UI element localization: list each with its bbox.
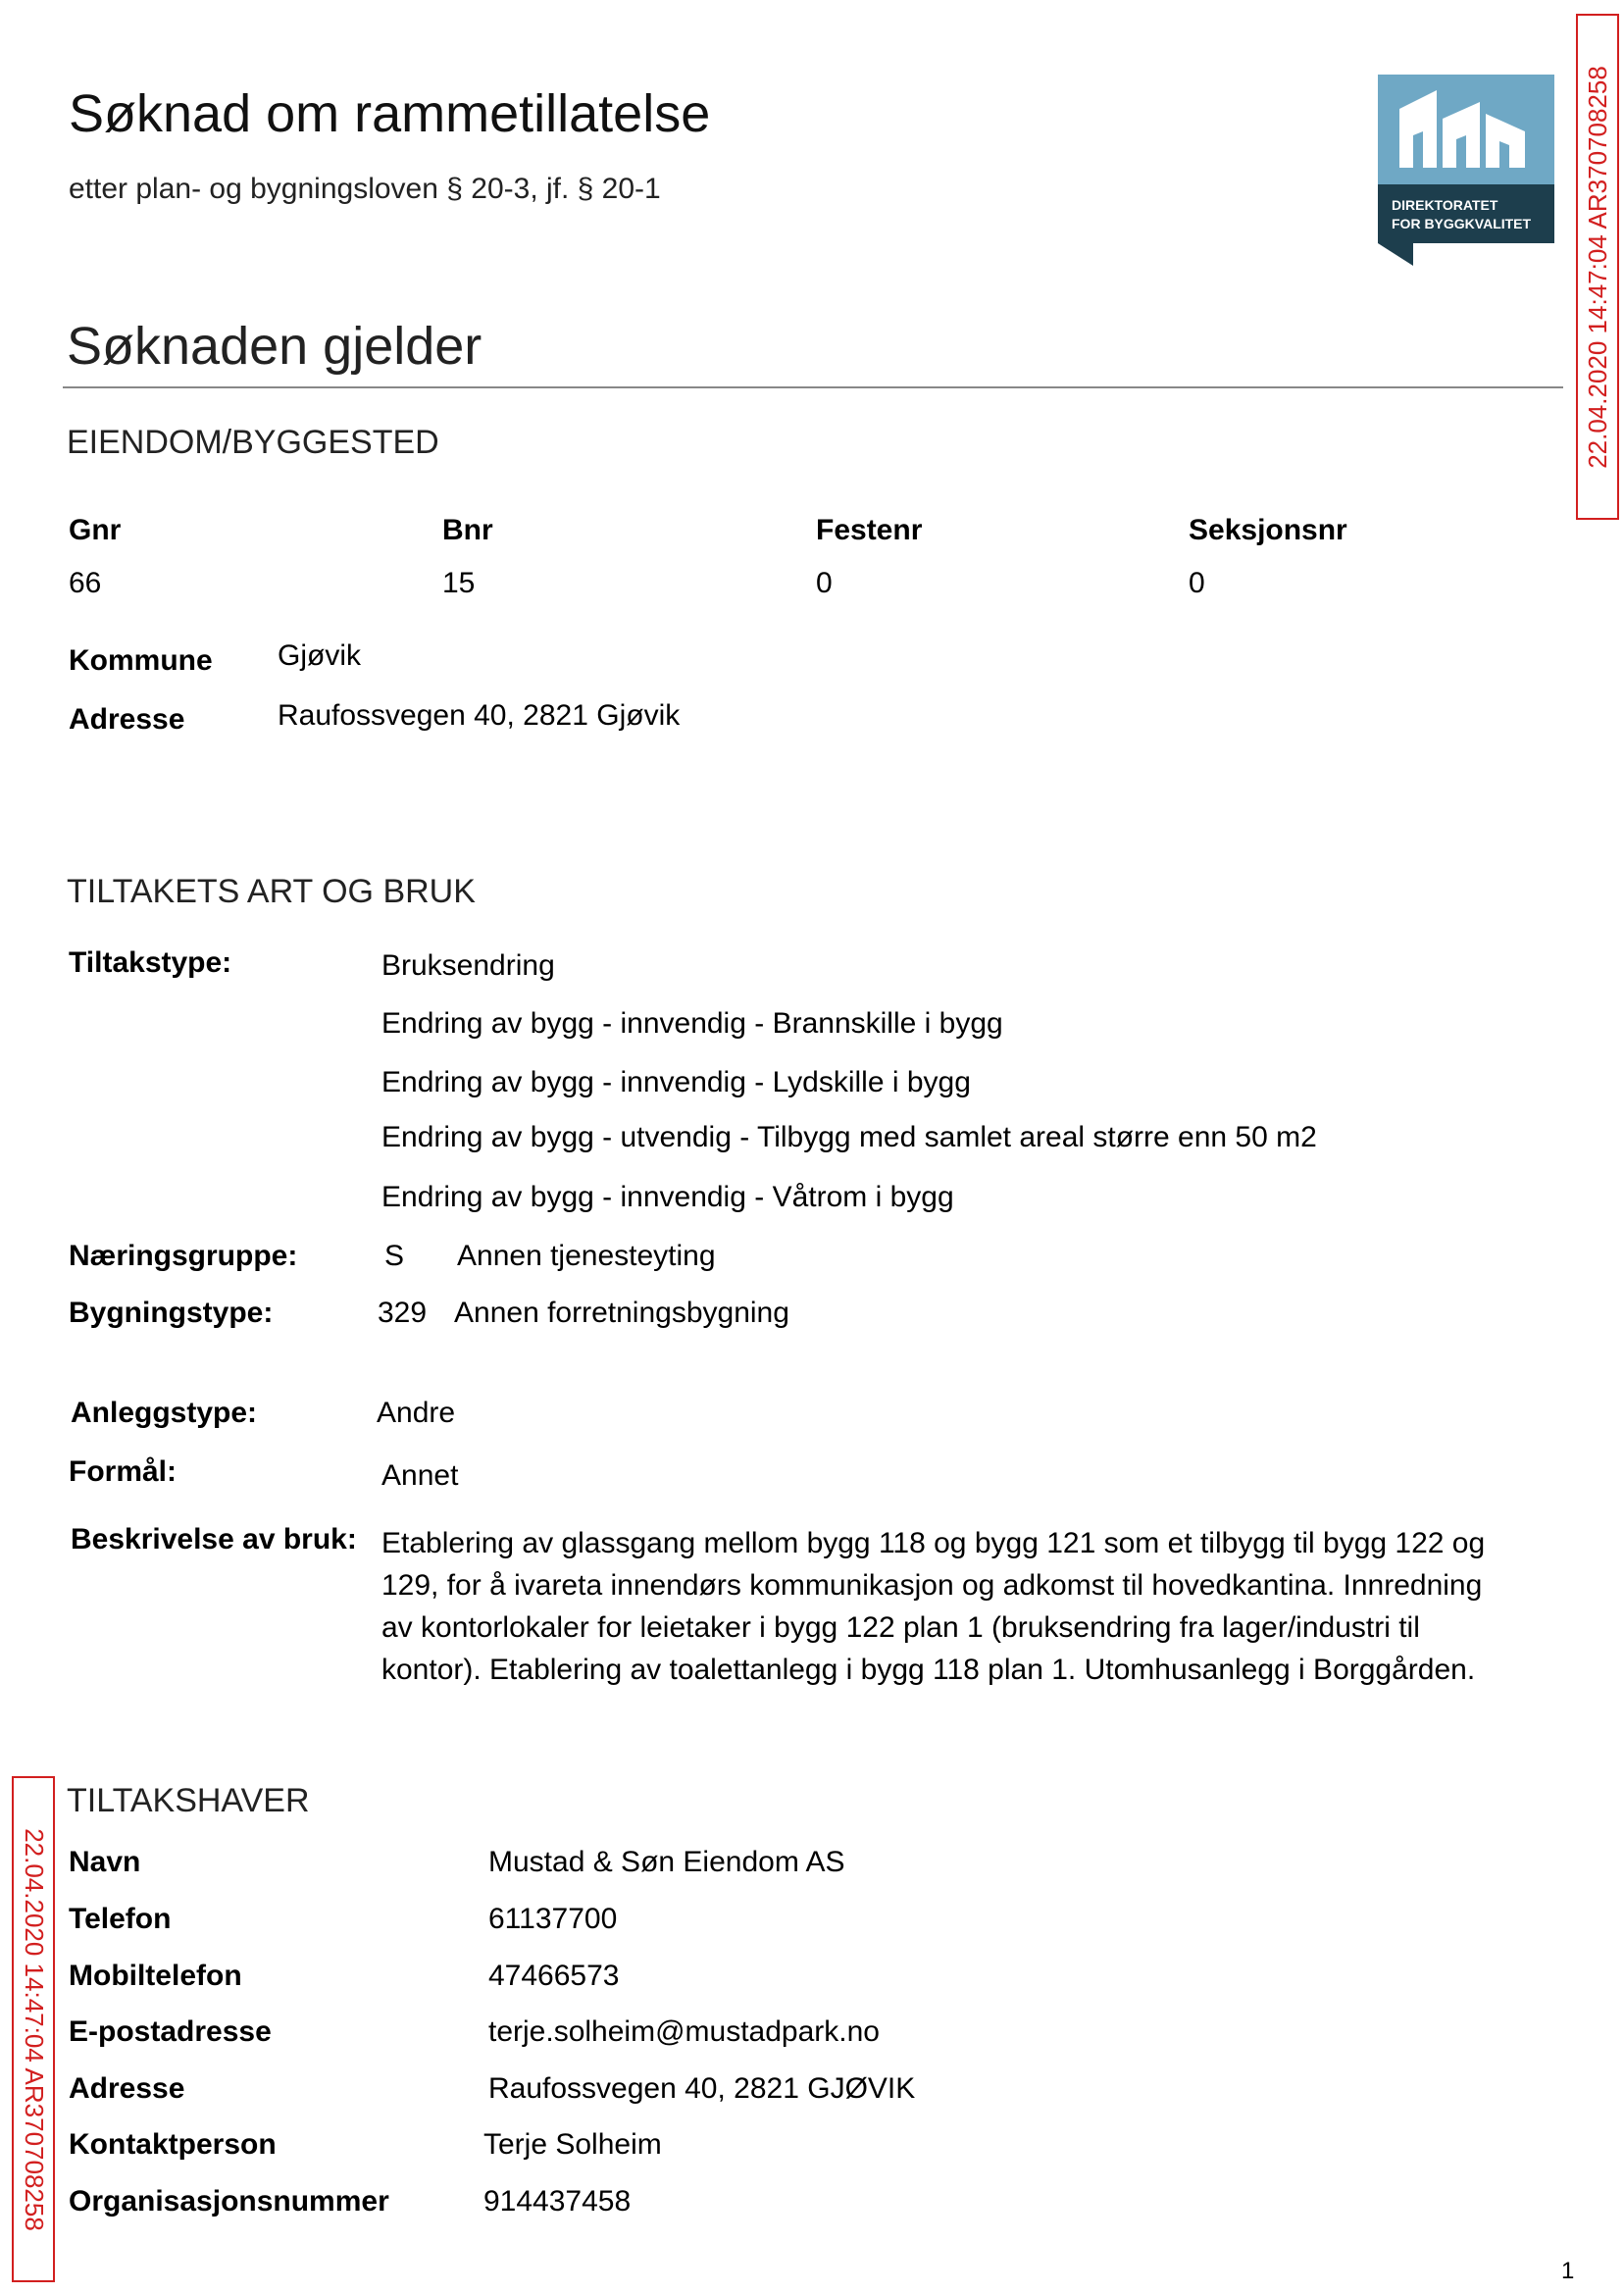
mobiltelefon-label: Mobiltelefon <box>69 1960 242 1992</box>
formal-value: Annet <box>381 1459 459 1492</box>
seksjonsnr-label: Seksjonsnr <box>1189 514 1347 546</box>
tiltakstype-label: Tiltakstype: <box>69 946 232 979</box>
festenr-value: 0 <box>816 567 833 599</box>
navn-label: Navn <box>69 1846 141 1878</box>
tiltakstype-item: Bruksendring <box>381 949 555 982</box>
tiltakstype-item: Endring av bygg - innvendig - Brannskille i bygg <box>381 1007 1003 1040</box>
svg-text:FOR BYGGKVALITET: FOR BYGGKVALITET <box>1392 216 1532 231</box>
anleggstype-value: Andre <box>377 1397 456 1429</box>
svg-text:DIREKTORATET: DIREKTORATET <box>1392 197 1498 213</box>
document-subtitle: etter plan- og bygningsloven § 20-3, jf. § 20-1 <box>69 173 661 205</box>
tiltakshaver-adresse-label: Adresse <box>69 2072 185 2105</box>
bnr-label: Bnr <box>442 514 493 546</box>
dibk-logo-icon <box>1378 75 1554 266</box>
naeringsgruppe-label: Næringsgruppe: <box>69 1240 298 1272</box>
tiltakshaver-heading: TILTAKSHAVER <box>67 1782 310 1819</box>
page-number: 1 <box>1561 2258 1575 2284</box>
adresse-value: Raufossvegen 40, 2821 Gjøvik <box>278 699 681 732</box>
stamp-text-left: 22.04.2020 14:47:04 AR370708258 <box>19 1827 49 2231</box>
seksjonsnr-value: 0 <box>1189 567 1205 599</box>
anleggstype-label: Anleggstype: <box>71 1397 258 1429</box>
epost-label: E-postadresse <box>69 2015 272 2048</box>
orgnr-value: 914437458 <box>483 2185 632 2218</box>
kommune-value: Gjøvik <box>278 639 361 672</box>
tiltakstype-item: Endring av bygg - innvendig - Våtrom i bygg <box>381 1181 954 1213</box>
eiendom-heading: EIENDOM/BYGGESTED <box>67 424 439 461</box>
adresse-label: Adresse <box>69 703 185 736</box>
tiltakstype-item: Endring av bygg - utvendig - Tilbygg med samlet areal større enn 50 m2 <box>381 1121 1317 1153</box>
section-divider <box>63 386 1563 388</box>
formal-label: Formål: <box>69 1455 178 1488</box>
tiltakshaver-adresse-value: Raufossvegen 40, 2821 GJØVIK <box>488 2072 916 2105</box>
beskrivelse-value: Etablering av glassgang mellom bygg 118 og bygg 121 som et tilbygg til bygg 122 og 129, for å ivareta innendørs kommunikasjon og adkomst til hovedkantina. Innredning av kontorlokaler for leietaker i bygg 122 plan 1 (bruksendring fra lager/industri til kontor). Etablering av toalettanlegg i bygg 118 plan 1. Utomhusanlegg i Borggården. <box>381 1527 1486 1686</box>
bygningstype-label: Bygningstype: <box>69 1297 274 1329</box>
navn-value: Mustad & Søn Eiendom AS <box>488 1846 845 1878</box>
tiltak-heading: TILTAKETS ART OG BRUK <box>67 873 476 910</box>
bygningstype-code: 329 <box>378 1297 428 1329</box>
gnr-label: Gnr <box>69 514 122 546</box>
gnr-value: 66 <box>69 567 102 599</box>
festenr-label: Festenr <box>816 514 923 546</box>
bygningstype-value: Annen forretningsbygning <box>454 1297 789 1329</box>
bnr-value: 15 <box>442 567 476 599</box>
telefon-label: Telefon <box>69 1903 172 1935</box>
naeringsgruppe-code: S <box>384 1240 405 1272</box>
dibk-logo <box>1378 75 1554 266</box>
naeringsgruppe-value: Annen tjenesteyting <box>457 1240 716 1272</box>
kontaktperson-label: Kontaktperson <box>69 2128 277 2161</box>
mobiltelefon-value: 47466573 <box>488 1960 620 1992</box>
stamp-text: 22.04.2020 14:47:04 AR370708258 <box>1582 65 1612 469</box>
kontaktperson-value: Terje Solheim <box>483 2128 662 2161</box>
orgnr-label: Organisasjonsnummer <box>69 2185 389 2218</box>
timestamp-stamp <box>1576 14 1619 520</box>
timestamp-stamp-left <box>12 1776 55 2282</box>
section-title: Søknaden gjelder <box>67 317 482 376</box>
epost-value: terje.solheim@mustadpark.no <box>488 2015 880 2048</box>
telefon-value: 61137700 <box>488 1903 618 1935</box>
kommune-label: Kommune <box>69 644 213 677</box>
beskrivelse-label: Beskrivelse av bruk: <box>71 1523 357 1555</box>
tiltakstype-item: Endring av bygg - innvendig - Lydskille i bygg <box>381 1066 971 1098</box>
document-title: Søknad om rammetillatelse <box>69 84 711 143</box>
